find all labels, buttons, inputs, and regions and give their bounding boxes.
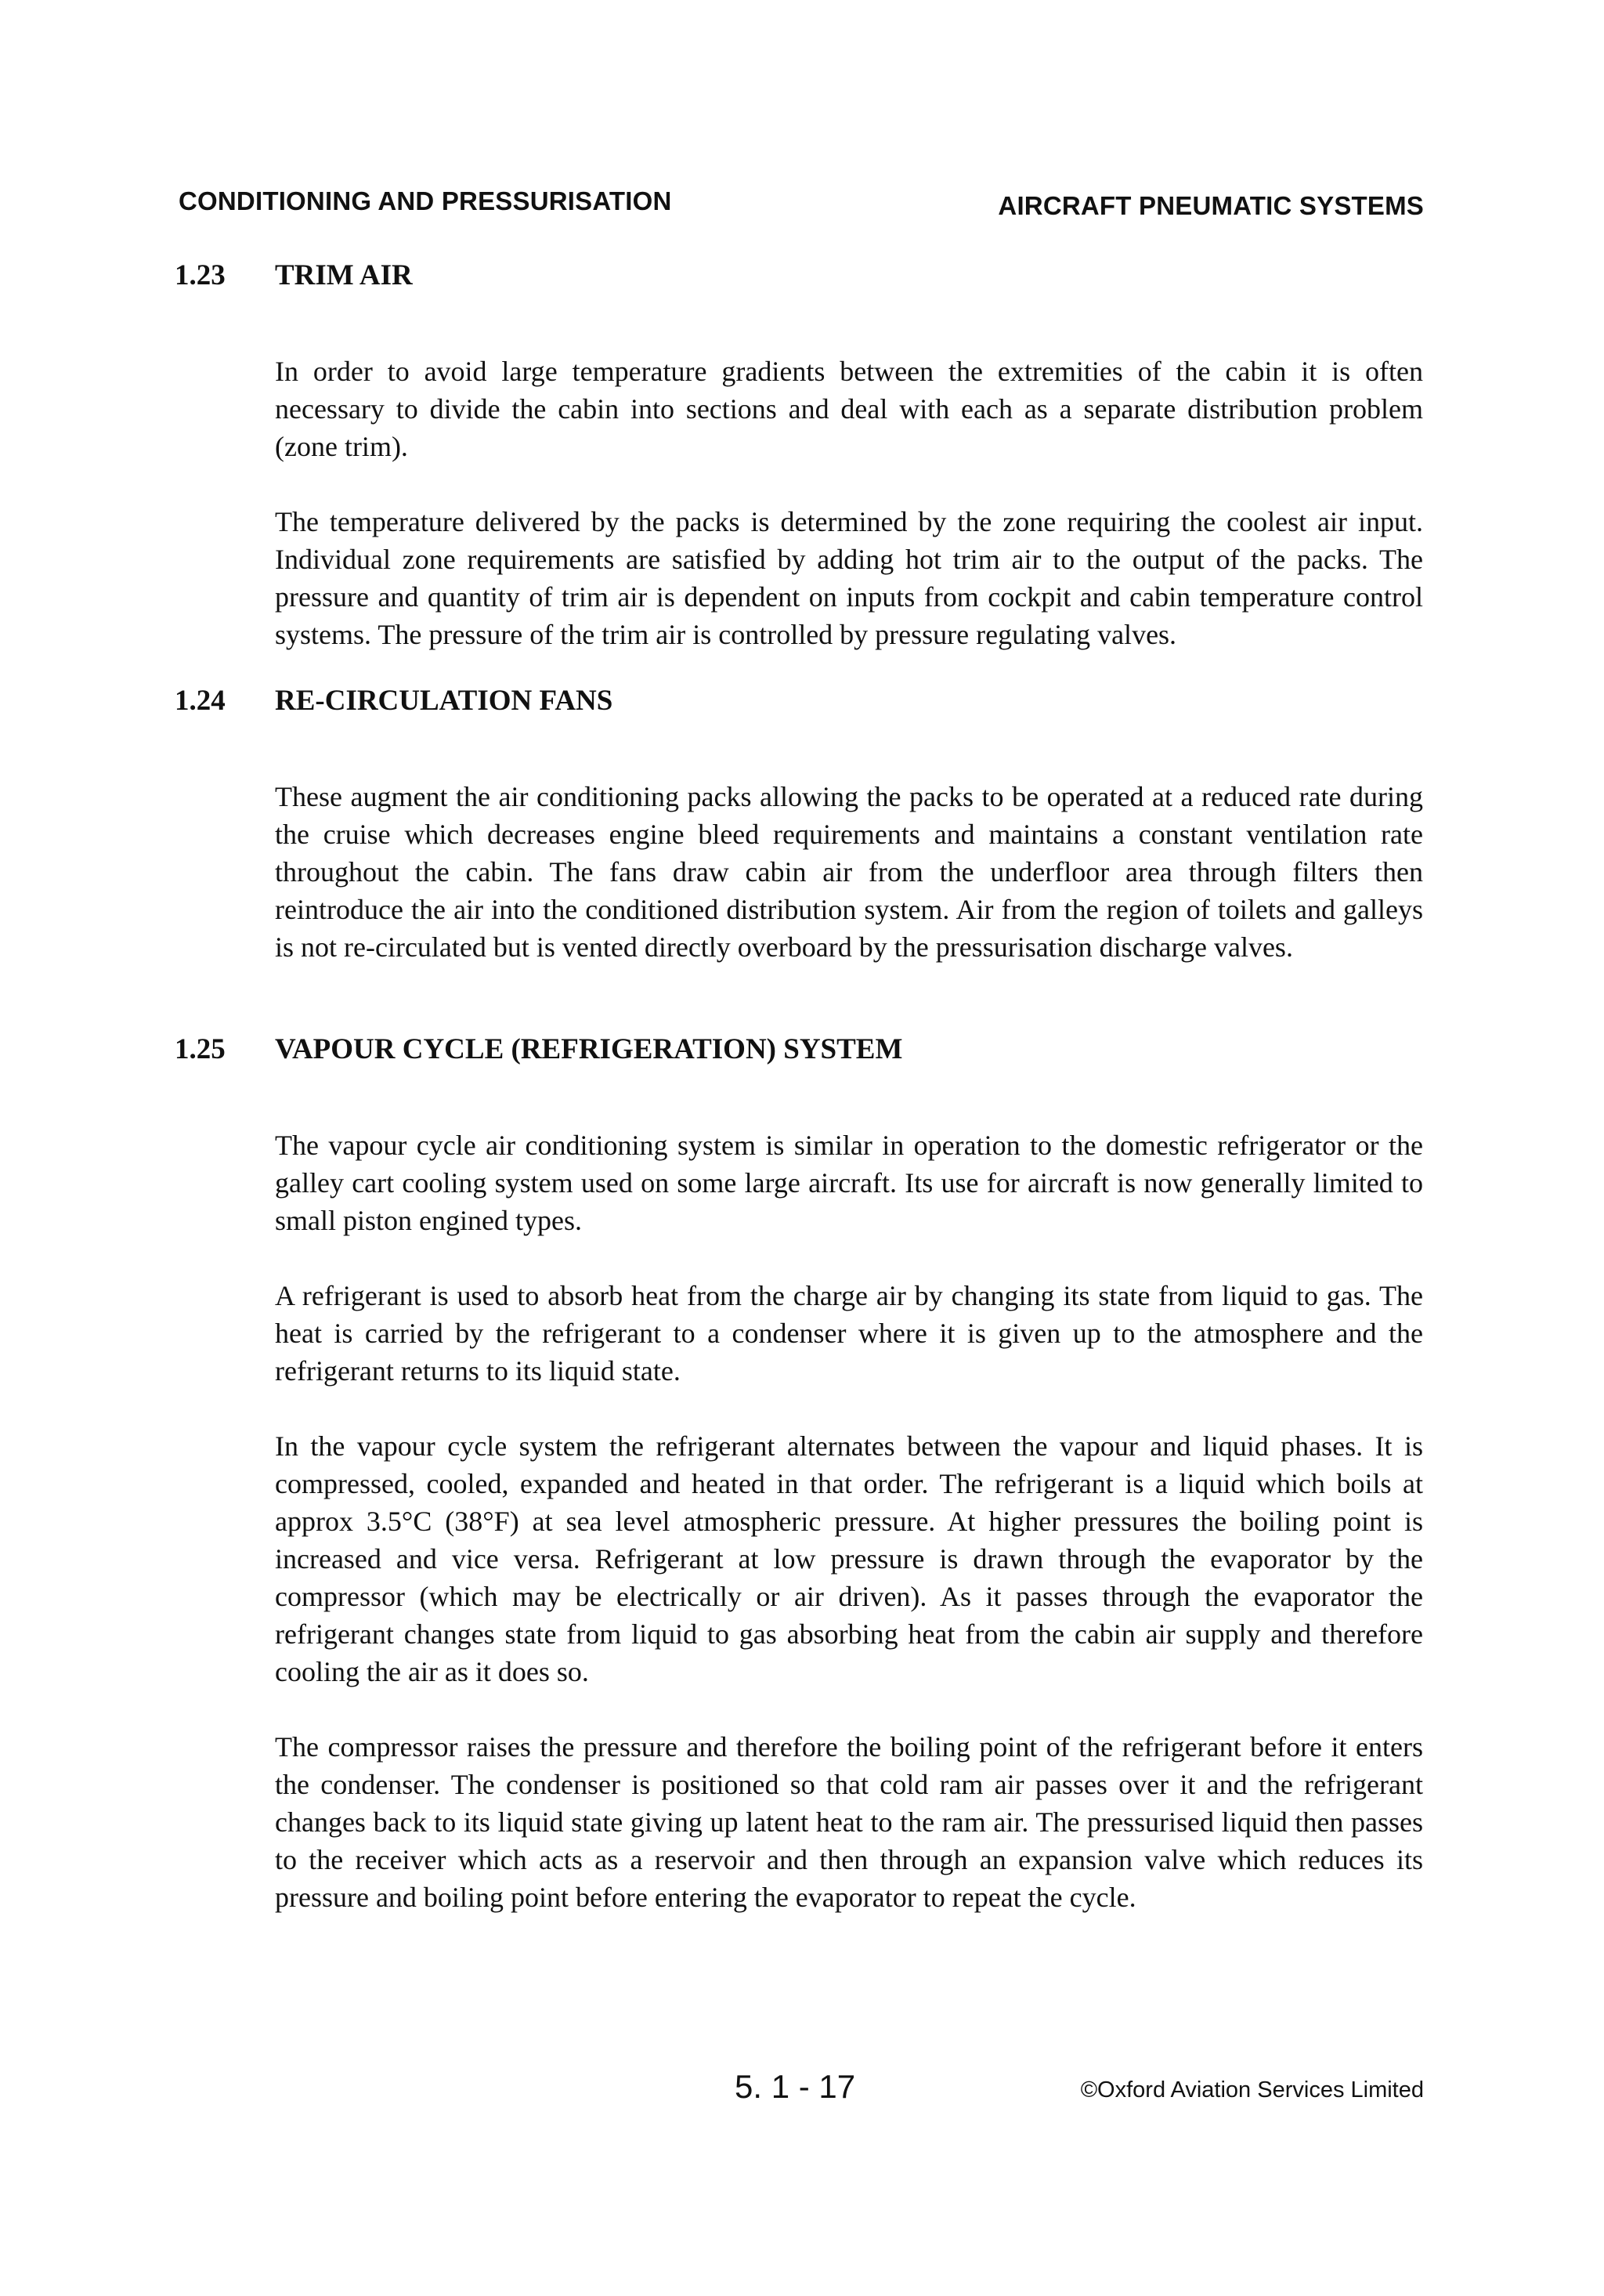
header-chapter-title: CONDITIONING AND PRESSURISATION [179, 186, 672, 215]
section-number: 1.24 [175, 685, 226, 717]
section-title: TRIM AIR [275, 259, 413, 291]
paragraph: These augment the air conditioning packs allowing the packs to be operated at a reduced rate during the cruise which decreases engine bleed requirements and maintains a constant ventilation rate throughout the cabin. The fans draw cabin air from the underfloor area through filters then reintroduce the air into the conditioned distribution system. Air from the region of toilets and galleys is not re-circulated but is vented directly overboard by the pressurisation discharge valves. [275, 781, 1423, 963]
section-recirculation-fans [175, 684, 1428, 994]
section-title: VAPOUR CYCLE (REFRIGERATION) SYSTEM [275, 1033, 903, 1065]
section-vapour-cycle [175, 1032, 1428, 1944]
section-heading [175, 259, 1428, 301]
paragraph: The vapour cycle air conditioning system is similar in operation to the domestic refrigerator or the galley cart cooling system used on some large aircraft. Its use for aircraft is now generally limited to small piston engined types. [275, 1130, 1423, 1236]
paragraph: In order to avoid large temperature gradients between the extremities of the cabin it is often necessary to divide the cabin into sections and deal with each as a separate distribution problem (zone trim). [275, 356, 1423, 462]
copyright-notice: ©Oxford Aviation Services Limited [1080, 2077, 1424, 2103]
paragraph: The compressor raises the pressure and therefore the boiling point of the refrigerant before it enters the condenser. The condenser is positioned so that cold ram air passes over it and the refrigerant changes back to its liquid state giving up latent heat to the ram air. The pressurised liquid then passes to the receiver which acts as a reservoir and then through an expansion valve which reduces its pressure and boiling point before entering the evaporator to repeat the cycle. [275, 1731, 1423, 1913]
section-title: RE-CIRCULATION FANS [275, 685, 613, 717]
paragraph: The temperature delivered by the packs is determined by the zone requiring the coolest air input. Individual zone requirements are satisfied by adding hot trim air to the output of the packs. The pressure and quantity of trim air is dependent on inputs from cockpit and cabin temperature control systems. The pressure of the trim air is controlled by pressure regulating valves. [275, 506, 1423, 650]
running-header [179, 186, 1424, 221]
section-trim-air [175, 259, 1428, 682]
page-number: 5. 1 - 17 [735, 2068, 856, 2105]
section-number: 1.23 [175, 259, 226, 291]
header-subject-title: AIRCRAFT PNEUMATIC SYSTEMS [998, 191, 1424, 220]
paragraph: A refrigerant is used to absorb heat from the charge air by changing its state from liquid to gas. The heat is carried by the refrigerant to a condenser where it is given up to the atmosphere and the refrigerant returns to its liquid state. [275, 1280, 1423, 1387]
section-heading [175, 684, 1428, 726]
section-number: 1.25 [175, 1033, 226, 1065]
section-heading [175, 1032, 1428, 1075]
paragraph: In the vapour cycle system the refrigerant alternates between the vapour and liquid phases. It is compressed, cooled, expanded and heated in that order. The refrigerant is a liquid which boils at approx 3.5°C (38°F) at sea level atmospheric pressure. At higher pressures the boiling point is increased and vice versa. Refrigerant at low pressure is drawn through the evaporator by the compressor (which may be electrically or air driven). As it passes through the evaporator the refrigerant changes state from liquid to gas absorbing heat from the cabin air supply and therefore cooling the air as it does so. [275, 1430, 1423, 1687]
